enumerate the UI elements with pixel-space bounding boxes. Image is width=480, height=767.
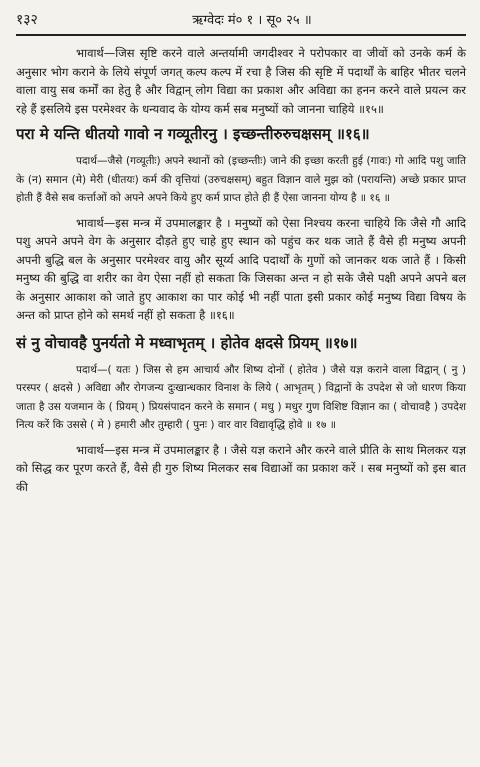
mantra-16: परा मे यन्ति धीतयो गावो न गव्यूतीरनु । इच्छन्तीरुरुचक्षसम् ॥१६॥ [16, 125, 370, 143]
bhavarth-17: भावार्थ—इस मन्त्र में उपमालङ्कार है । जैसे यज्ञ कराने और करने वाले प्रीति के साथ मिलकर यज्ञ को सिद्ध कर पूरण करते हैं, वैसे ही गुरु शिष्य मिलकर सब विद्याओं का प्रकाश करें । सब मनुष्यों को इस बात की [16, 442, 466, 494]
running-title: ऋग्वेदः मं० १ । सू० २५ ॥ [192, 13, 312, 28]
padarth-17: पदार्थ—( यतः ) जिस से हम आचार्य और शिष्य दोनों ( होतेव ) जैसे यज्ञ कराने वाला विद्वान् ( नु ) परस्पर ( क्षदसे ) अविद्या और रोगजन्य दुःखान्धकार विनाश के लिये ( आभृतम् ) विद्वानों के उपदेश से जो धारण किया जाता है उस यजमान के ( प्रियम् ) प्रियसंपादन करने के समान ( मधु ) मधुर गुण विशिष्ट विज्ञान का ( वोचावहै ) उपदेश नित्य करें कि उससे ( मे ) हमारी और तुम्हारी ( पुनः ) वार वार विद्यावृद्धि होवे ॥ १७ ॥ [16, 363, 466, 431]
bhavarth-16: भावार्थ—इस मन्त्र में उपमालङ्कार है । मनुष्यों को ऐसा निश्चय करना चाहिये कि जैसे गौ आदि पशु अपने अपने वेग के अनुसार दौड़ते हुए चाहे हुए स्थान को पहुंच कर थक जाते हैं वैसे ही मनुष्य अपनी अपनी बुद्धि बल के अनुसार परमेश्वर वायु और सूर्य्य आदि पदार्थों के गुणों को जानकर थक जाते हैं । किसी मनुष्य की बुद्धि वा शरीर का वेग ऐसा नहीं हो सकता कि जिसका अन्त न हो सके जैसे पक्षी अपने अपने बल के अनुसार आकाश को जाते हुए आकाश का पार कोई भी नहीं पाता इसी प्रकार कोई मनुष्य विद्या विषय के अन्त को प्राप्त होने को समर्थ नहीं हो सकता है ॥१६॥ [16, 215, 466, 322]
header-rule [16, 34, 466, 36]
mantra-17: सं नु वोचावहै पुनर्यतो मे मध्वाभृतम् । होतेव क्षदसे प्रियम् ॥१७॥ [16, 333, 358, 352]
page-header [16, 0, 466, 29]
page-number: १३२ [16, 12, 38, 28]
padarth-16: पदार्थ—जैसे (गव्यूतीः) अपने स्थानों को (इच्छन्तीः) जाने की इच्छा करती हुई (गावः) गो आदि पशु जाति के (न) समान (मे) मेरी (धीतयः) कर्म की वृत्तियां (उरुचक्षसम्) बहुत विज्ञान वाले मुझ को (परायन्ति) अच्छे प्रकार प्राप्त होती हैं वैसे सब कर्त्ताओं को अपने अपने किये हुए कर्म प्राप्त होते ही हैं ऐसा जानना योग्य है ॥ १६ ॥ [16, 155, 466, 204]
bhavarth-15: भावार्थ—जिस सृष्टि करने वाले अन्तर्यामी जगदीश्वर ने परोपकार वा जीवों को उनके कर्म के अनुसार भोग कराने के लिये संपूर्ण जगत् कल्प कल्प में रचा है जिस की सृष्टि में पदार्थों के बाहिर भीतर चलने वाला वायु सब कर्मों का हेतु है और विद्वान् लोग विद्या का प्रकाश और अविद्या का हनन करने वाले प्रयत्न कर रहे हैं इसलिये इस परमेश्वर के धन्यवाद के योग्य कर्म सब मनुष्यों को जानना चाहिये ॥१५॥ [16, 46, 466, 116]
